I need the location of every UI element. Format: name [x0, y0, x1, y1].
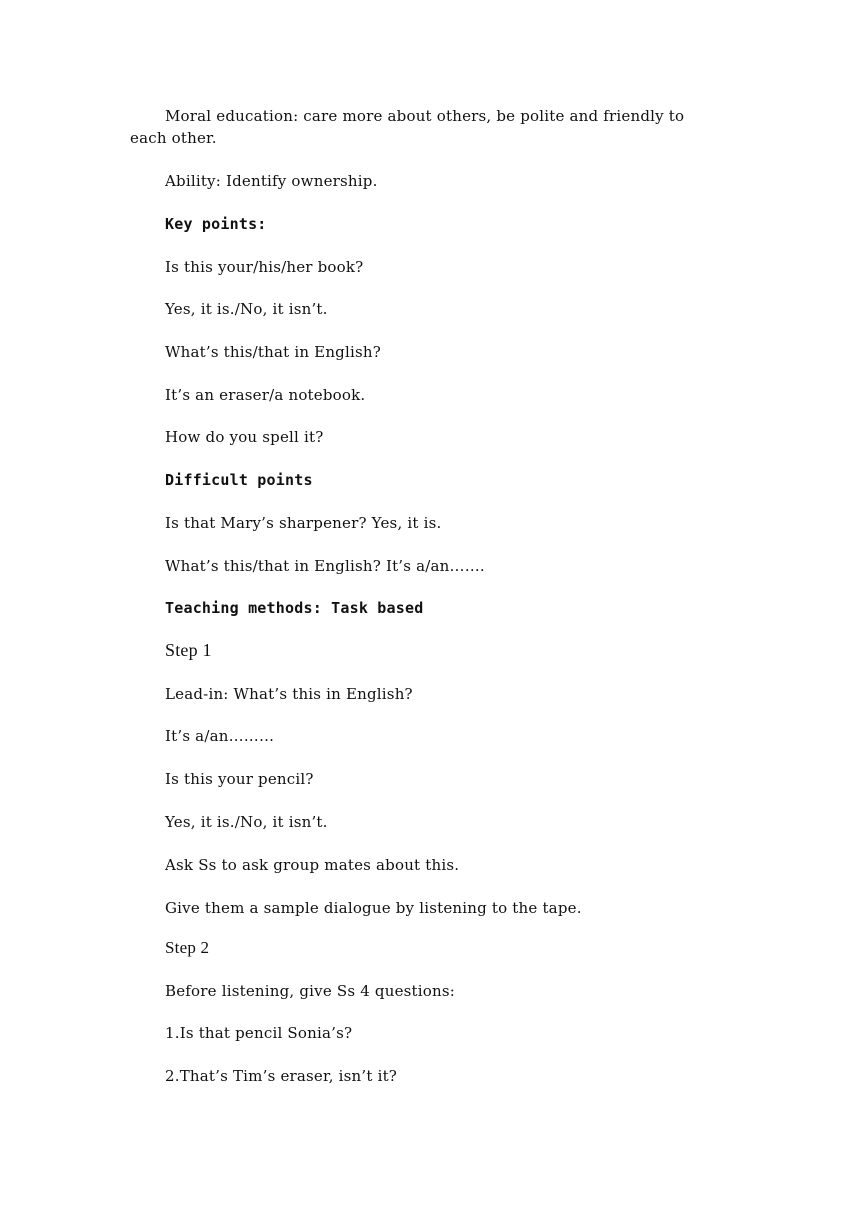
key-point-item: What’s this/that in English? — [165, 343, 381, 361]
key-point-item: How do you spell it? — [165, 428, 324, 446]
key-point-item: Is this your/his/her book? — [165, 258, 364, 276]
key-point-item: Yes, it is./No, it isn’t. — [165, 300, 328, 318]
step-2-line: Before listening, give Ss 4 questions: — [165, 982, 456, 1000]
step-1-line: Is this your pencil? — [165, 770, 314, 788]
difficult-point-item: What’s this/that in English? It’s a/an……. — [165, 557, 485, 575]
step-2-line: 1.Is that pencil Sonia’s? — [165, 1024, 353, 1042]
difficult-points-heading: Difficult points — [165, 471, 313, 489]
difficult-point-item: Is that Mary’s sharpener? Yes, it is. — [165, 514, 442, 532]
ability-line: Ability: Identify ownership. — [165, 172, 378, 190]
step-1-line: Give them a sample dialogue by listening to the tape. — [165, 899, 582, 917]
step-1-line: Yes, it is./No, it isn’t. — [165, 813, 328, 831]
step-1-line: Lead-in: What’s this in English? — [165, 685, 413, 703]
step-2-heading: Step 2 — [165, 938, 210, 957]
key-point-item: It’s an eraser/a notebook. — [165, 386, 366, 404]
key-points-heading: Key points: — [165, 215, 267, 233]
moral-education-line-2: each other. — [130, 129, 217, 147]
step-2-line: 2.That’s Tim’s eraser, isn’t it? — [165, 1067, 398, 1085]
moral-education-line-1: Moral education: care more about others, be polite and friendly to — [165, 107, 685, 125]
teaching-methods-heading: Teaching methods: Task based — [165, 599, 424, 617]
step-1-heading: Step 1 — [165, 640, 212, 660]
step-1-line: Ask Ss to ask group mates about this. — [165, 856, 460, 874]
step-1-line: It’s a/an……… — [165, 727, 275, 745]
